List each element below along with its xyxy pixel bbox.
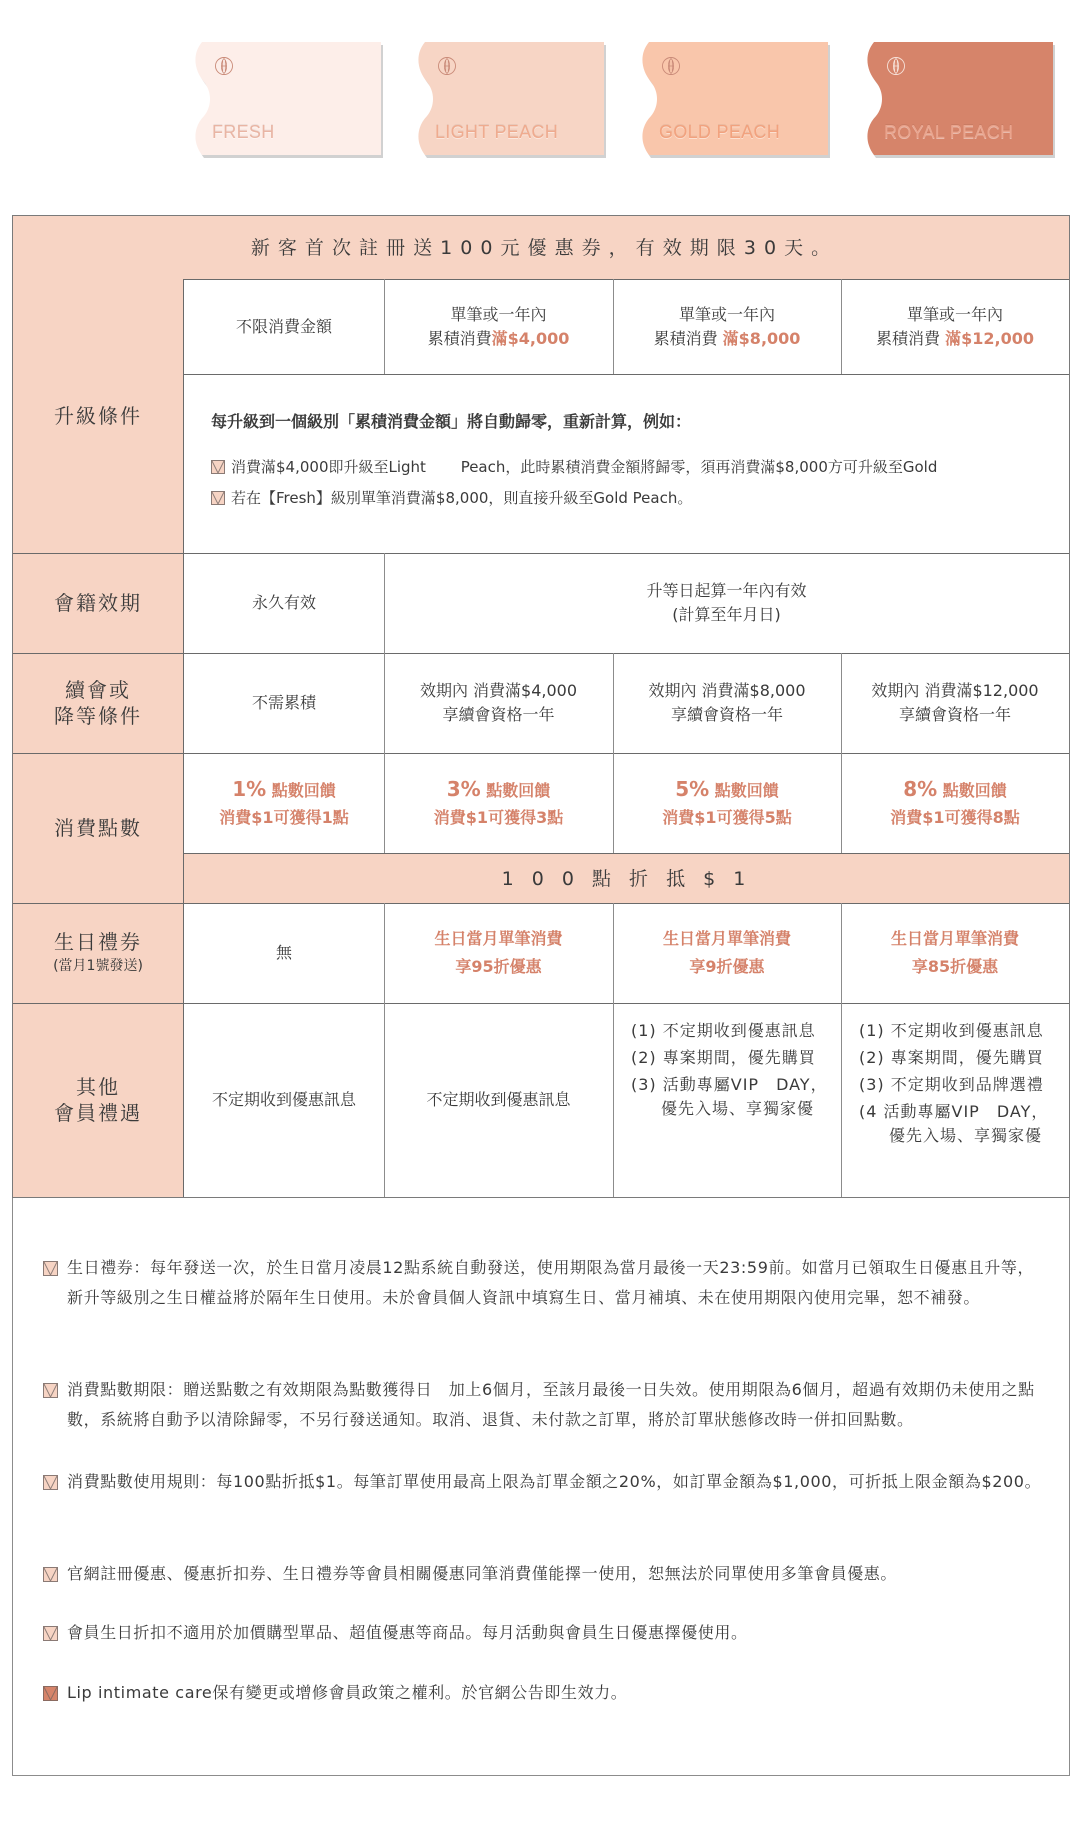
birthday-text: 無	[275, 943, 292, 962]
banner-text: 新 客 首 次 註 冊 送 1 0 0 元 優 惠 券 ， 有 效 期 限 3 0 天 。	[250, 236, 832, 259]
label-line2: 降等條件	[54, 704, 142, 728]
note-text: 會員生日折扣不適用於加價購型單品、超值優惠等商品。每月活動與會員生日優惠擇優使用。	[67, 1623, 748, 1642]
row-label-validity	[13, 553, 183, 653]
threshold-line1: 單筆或一年內	[906, 304, 1003, 324]
renewal-tier1	[184, 653, 384, 753]
upgrade-example-1	[211, 456, 937, 477]
divider	[183, 374, 1069, 375]
renewal-text: 不需累積	[251, 693, 316, 712]
conversion-text: 1 0 0 點 折 抵 $ 1	[501, 867, 752, 890]
note-text: 消費點數使用規則：每100點折抵$1。每筆訂單使用最高上限為訂單金額之20%，如訂單金額為$1,000，可折抵上限金額為$200。	[67, 1472, 1042, 1491]
label-subtext: (當月1號發送)	[53, 958, 143, 974]
threshold-amount: 滿$8,000	[722, 328, 801, 348]
divider	[841, 753, 842, 853]
threshold-line1: 單筆或一年內	[450, 304, 547, 324]
checkbox-icon	[43, 1686, 58, 1701]
tier-name: FRESH	[212, 122, 275, 142]
divider	[613, 753, 614, 853]
points-percent: 3% 點數回饋	[446, 777, 551, 801]
other-tier4	[841, 1003, 1069, 1197]
note-text: 官網註冊優惠、優惠折扣券、生日禮券等會員相關優惠同筆消費僅能擇一使用，恕無法於同單使用多筆會員優惠。	[67, 1564, 898, 1583]
label-line2: 會員禮遇	[54, 1101, 142, 1125]
points-tier2	[384, 753, 613, 853]
birthday-line1: 生日當月單筆消費	[662, 929, 791, 948]
label-text: 會籍效期	[54, 591, 142, 615]
divider	[384, 1003, 385, 1197]
note-single-discount	[43, 1559, 1043, 1589]
brand-logo-icon	[437, 56, 457, 76]
threshold-tier1	[184, 279, 384, 374]
validity-line1: 升等日起算一年內有效	[646, 581, 807, 600]
upgrade-example-2	[211, 487, 692, 508]
divider	[613, 279, 614, 374]
threshold-line1: 單筆或一年內	[678, 304, 775, 324]
threshold-prefix: 累積消費	[876, 328, 946, 348]
divider	[841, 653, 842, 753]
note-points-expiry	[43, 1375, 1043, 1435]
note-text: 消費點數期限：贈送點數之有效期限為點數獲得日 加上6個月，至該月最後一日失效。使用期限為6個月，超過有效期仍未使用之點數，系統將自動予以清除歸零，不另行發送通知。取消、退貨、未付款之訂單，將於訂單狀態修改時一併扣回點數。	[67, 1380, 1035, 1429]
checkbox-icon	[43, 1626, 58, 1641]
example-text: 若在【Fresh】級別單筆消費滿$8,000，則直接升級至Gold Peach。	[231, 489, 693, 507]
points-tier3	[613, 753, 841, 853]
birthday-line2: 享95折優惠	[455, 957, 542, 976]
renewal-tier2	[384, 653, 613, 753]
birthday-tier1	[184, 903, 384, 1003]
birthday-tier3	[613, 903, 841, 1003]
tier-card-fresh	[190, 42, 381, 155]
label-line1: 續會或	[65, 678, 131, 702]
points-percent: 5% 點數回饋	[675, 777, 779, 801]
upgrade-rule-title: 每升級到一個級別「累積消費金額」將自動歸零，重新計算，例如：	[211, 412, 692, 431]
notes-section	[12, 1198, 1070, 1776]
birthday-tier2	[384, 903, 613, 1003]
tier-card-royal-peach	[862, 42, 1053, 155]
points-percent: 8% 點數回饋	[903, 777, 1007, 801]
checkbox-icon	[43, 1383, 58, 1398]
threshold-tier4	[841, 279, 1069, 374]
row-label-other	[13, 1003, 183, 1197]
perk-item: (2) 專案期間，優先購買	[859, 1048, 1044, 1067]
birthday-line1: 生日當月單筆消費	[890, 929, 1019, 948]
divider	[384, 903, 385, 1003]
checkbox-icon	[211, 460, 225, 474]
renewal-line2: 享續會資格一年	[670, 705, 783, 724]
other-tier2	[384, 1003, 613, 1197]
renewal-line1: 效期內 消費滿$12,000	[871, 681, 1039, 700]
perk-item: (1) 不定期收到優惠訊息	[631, 1021, 816, 1040]
perk-item: 優先入場、享獨家優	[661, 1099, 815, 1118]
note-birthday-voucher	[43, 1253, 1043, 1313]
divider	[384, 753, 385, 853]
label-text: 消費點數	[54, 816, 142, 840]
label-line1: 其他	[76, 1075, 120, 1099]
divider	[841, 1003, 842, 1197]
threshold-tier3	[613, 279, 841, 374]
points-tier4	[841, 753, 1069, 853]
brand-logo-icon	[886, 56, 906, 76]
renewal-line1: 效期內 消費滿$4,000	[419, 681, 578, 700]
validity-text: 永久有效	[251, 593, 316, 612]
row-label-renewal	[13, 653, 183, 753]
renewal-line2: 享續會資格一年	[898, 705, 1011, 724]
renewal-tier3	[613, 653, 841, 753]
perk-item: (3) 活動專屬VIP DAY，	[631, 1075, 828, 1094]
points-rate: 消費$1可獲得8點	[890, 808, 1020, 827]
note-points-usage	[43, 1467, 1043, 1497]
points-rate: 消費$1可獲得3點	[433, 808, 564, 827]
other-tier1	[184, 1003, 384, 1197]
checkbox-icon	[43, 1261, 58, 1276]
points-percent: 1% 點數回饋	[232, 777, 336, 801]
note-birthday-exclusions	[43, 1618, 1043, 1648]
other-tier3	[613, 1003, 841, 1197]
renewal-line2: 享續會資格一年	[442, 705, 555, 724]
perk-text: 不定期收到優惠訊息	[426, 1090, 571, 1109]
birthday-line1: 生日當月單筆消費	[434, 929, 563, 948]
row-label-upgrade	[13, 279, 183, 553]
validity-tier1	[184, 553, 384, 653]
tier-name: ROYAL PEACH	[884, 122, 1014, 142]
perk-item: (2) 專案期間，優先購買	[631, 1048, 816, 1067]
divider	[613, 1003, 614, 1197]
row-label-points	[13, 753, 183, 903]
label-text: 生日禮券	[54, 930, 142, 954]
tier-card-gold-peach	[637, 42, 828, 155]
birthday-tier4	[841, 903, 1069, 1003]
divider	[384, 653, 385, 753]
membership-table	[12, 215, 1070, 1198]
divider	[384, 279, 385, 374]
perk-item: 優先入場、享獨家優	[889, 1126, 1043, 1145]
checkbox-icon	[43, 1475, 58, 1490]
threshold-amount: 滿$4,000	[491, 328, 570, 348]
perk-text: 不定期收到優惠訊息	[211, 1090, 356, 1109]
threshold-text: 不限消費金額	[235, 316, 332, 336]
checkbox-icon	[211, 491, 225, 505]
threshold-amount: 滿$12,000	[945, 328, 1034, 348]
points-tier1	[184, 753, 384, 853]
birthday-line2: 享85折優惠	[911, 957, 999, 976]
renewal-tier4	[841, 653, 1069, 753]
tier-name: LIGHT PEACH	[435, 122, 558, 142]
note-policy-rights	[43, 1678, 1043, 1708]
threshold-prefix: 累積消費	[653, 328, 723, 348]
threshold-line2	[876, 327, 1034, 351]
label-text: 升級條件	[54, 404, 142, 428]
points-rate: 消費$1可獲得1點	[219, 808, 349, 827]
threshold-prefix: 累積消費	[427, 328, 492, 348]
checkbox-icon	[43, 1567, 58, 1582]
divider	[613, 903, 614, 1003]
points-conversion-row	[184, 854, 1069, 903]
divider	[841, 279, 842, 374]
perk-item: (4 活動專屬VIP DAY，	[859, 1102, 1049, 1121]
banner-row	[13, 216, 1069, 279]
renewal-line1: 效期內 消費滿$8,000	[648, 681, 806, 700]
threshold-line2	[654, 327, 801, 351]
tier-card-light-peach	[413, 42, 604, 155]
perk-item: (1) 不定期收到優惠訊息	[859, 1021, 1044, 1040]
points-rate: 消費$1可獲得5點	[662, 808, 792, 827]
note-text: Lip intimate care保有變更或增修會員政策之權利。於官網公告即生效力。	[67, 1683, 628, 1702]
note-text: 生日禮券：每年發送一次，於生日當月凌晨12點系統自動發送，使用期限為當月最後一天23:59前。如當月已領取生日優惠且升等，新升等級別之生日權益將於隔年生日使用。未於會員個人資訊中填寫生日、當月補填、未在使用期限內使用完畢，恕不補發。	[67, 1258, 1035, 1307]
divider	[613, 653, 614, 753]
validity-others	[384, 553, 1069, 653]
tier-name: GOLD PEACH	[659, 122, 781, 142]
perk-item: (3) 不定期收到品牌選禮	[859, 1075, 1044, 1094]
example-text: 消費滿$4,000即升級至Light Peach，此時累積消費金額將歸零，須再消費滿$8,000方可升級至Gold	[231, 458, 938, 476]
row-label-birthday	[13, 903, 183, 1003]
threshold-line2	[428, 327, 570, 351]
brand-logo-icon	[214, 56, 234, 76]
brand-logo-icon	[661, 56, 681, 76]
birthday-line2: 享9折優惠	[689, 957, 765, 976]
threshold-tier2	[384, 279, 613, 374]
divider	[841, 903, 842, 1003]
validity-line2: (計算至年月日)	[672, 605, 781, 624]
